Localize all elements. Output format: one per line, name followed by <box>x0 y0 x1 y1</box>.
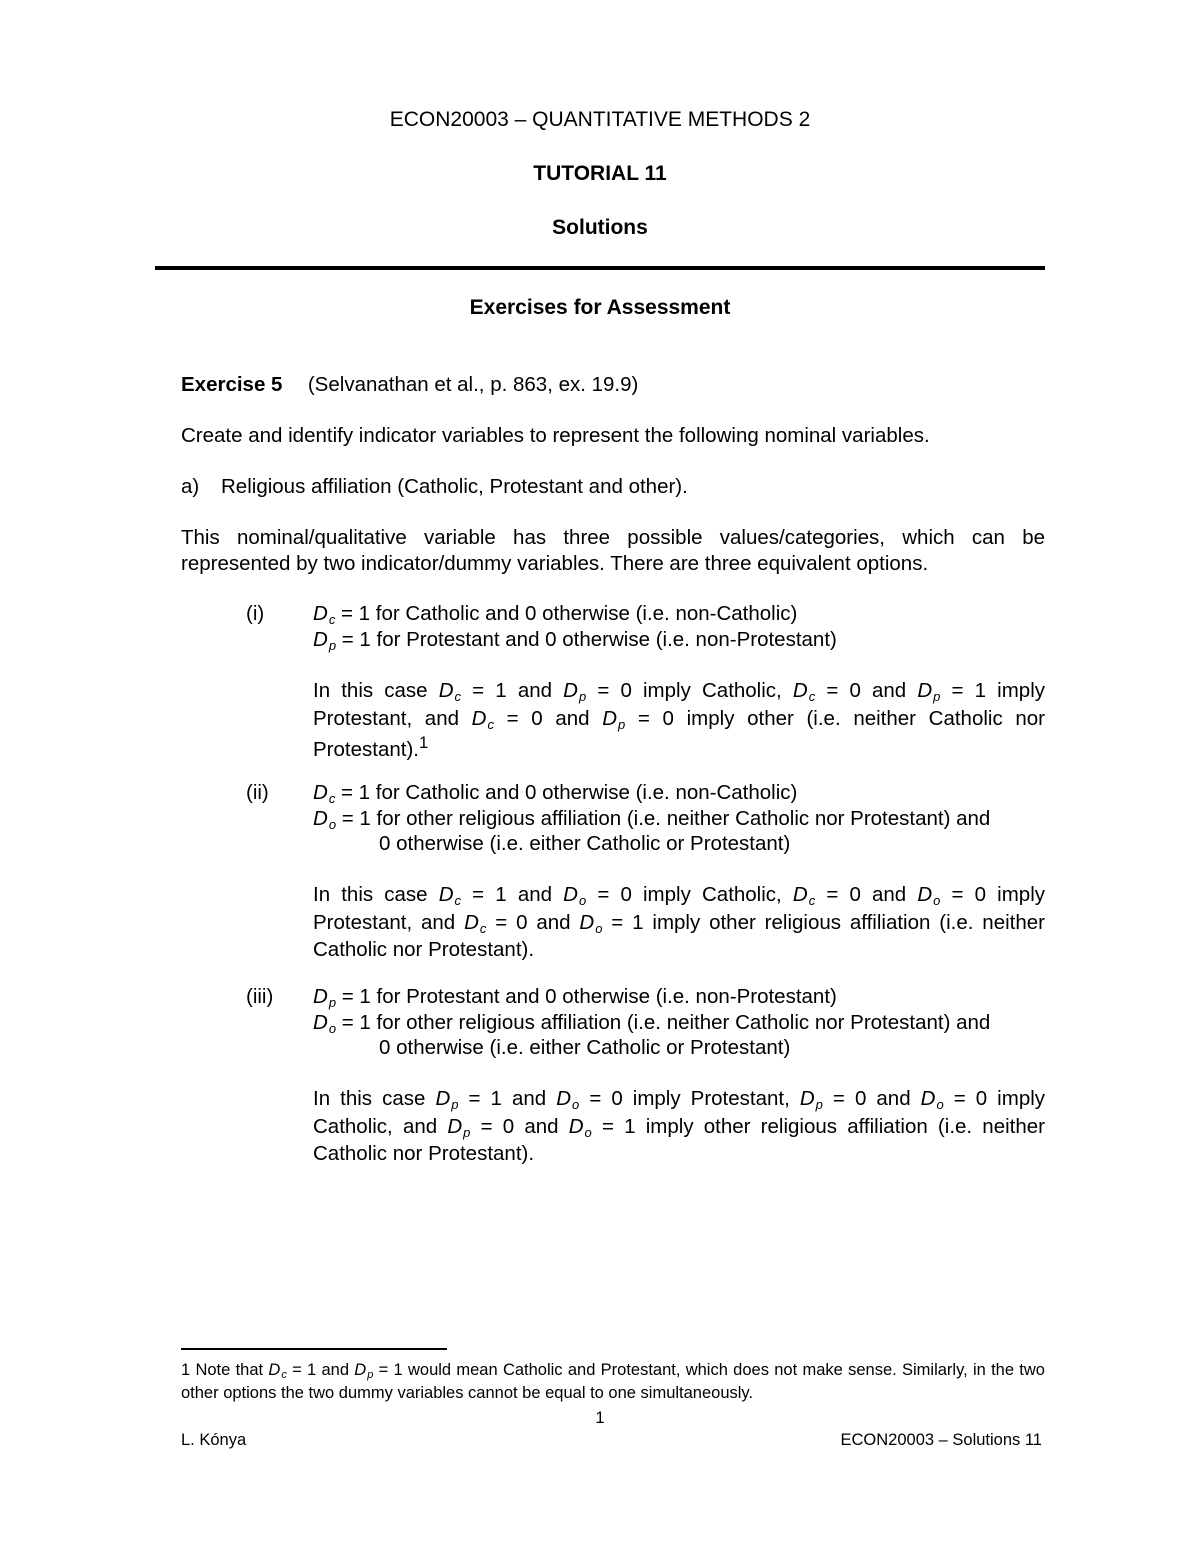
intro-paragraph: This nominal/qualitative variable has three possible values/categories, which can be represented by two indicator/dummy variables. There are three equivalent options. <box>181 526 1045 575</box>
option-ii-marker: (ii) <box>246 781 269 804</box>
footer-doc-id: ECON20003 – Solutions 11 <box>840 1431 1042 1449</box>
exercise-reference: (Selvanathan et al., p. 863, ex. 19.9) <box>307 373 639 396</box>
option-i-marker: (i) <box>246 602 265 625</box>
footer-author: L. Kónya <box>181 1431 247 1449</box>
exercise-heading <box>181 372 1045 398</box>
part-a-marker: a) <box>181 475 200 498</box>
exercise-instruction: Create and identify indicator variables to represent the following nominal variables. <box>181 424 930 447</box>
option-ii-def-2: Do = 1 for other religious affiliation (i.e. neither Catholic nor Protestant) and <box>313 807 991 832</box>
option-iii-def-1: Dp = 1 for Protestant and 0 otherwise (i.e. non-Protestant) <box>313 985 837 1010</box>
header-divider <box>155 266 1045 270</box>
solutions-title: Solutions <box>552 216 648 239</box>
option-i-def-2: Dp = 1 for Protestant and 0 otherwise (i.e. non-Protestant) <box>313 628 837 653</box>
option-ii-def-1: Dc = 1 for Catholic and 0 otherwise (i.e. non-Catholic) <box>313 781 798 806</box>
footnote-reference: 1 <box>418 734 429 753</box>
part-a-text: Religious affiliation (Catholic, Protestant and other). <box>221 475 688 498</box>
page-number: 1 <box>595 1409 605 1427</box>
option-iii-case: In this case Dp = 1 and Do = 0 imply Protestant, Dp = 0 and Do = 0 imply Catholic, and Dp = 0 and Do = 1 imply other religious affiliation (i.e. neither Catholic nor Protestant). <box>313 1087 1046 1166</box>
option-i-def-1: Dc = 1 for Catholic and 0 otherwise (i.e. non-Catholic) <box>313 602 798 627</box>
exercise-label: Exercise 5 <box>181 373 283 396</box>
course-title: ECON20003 – QUANTITATIVE METHODS 2 <box>389 108 811 131</box>
tutorial-title: TUTORIAL 11 <box>533 162 667 185</box>
footnote-mark: 1 <box>181 1361 191 1379</box>
option-iii-def-2: Do = 1 for other religious affiliation (i.e. neither Catholic nor Protestant) and <box>313 1011 991 1036</box>
footnote-divider <box>181 1348 447 1350</box>
option-i-case: In this case Dc = 1 and Dp = 0 imply Catholic, Dc = 0 and Dp = 1 imply Protestant, and Dc = 0 and Dp = 0 imply other (i.e. neither Catholic nor Protestant).$^1$ <box>313 679 1046 762</box>
option-ii-case: In this case Dc = 1 and Do = 0 imply Catholic, Dc = 0 and Do = 0 imply Protestant, and Dc = 0 and Do = 1 imply other religious affiliation (i.e. neither Catholic nor Protestant). <box>313 883 1046 962</box>
option-iii-marker: (iii) <box>246 985 274 1008</box>
option-iii-def-2-cont: 0 otherwise (i.e. either Catholic or Protestant) <box>379 1036 791 1059</box>
section-title: Exercises for Assessment <box>469 296 731 319</box>
footnote: 1 Note that Dc = 1 and Dp = 1 would mean Catholic and Protestant, which does not make sense. Similarly, in the two other options the two dummy variables cannot be equal to one simultaneously. <box>181 1361 1045 1402</box>
option-ii-def-2-cont: 0 otherwise (i.e. either Catholic or Protestant) <box>379 832 791 855</box>
